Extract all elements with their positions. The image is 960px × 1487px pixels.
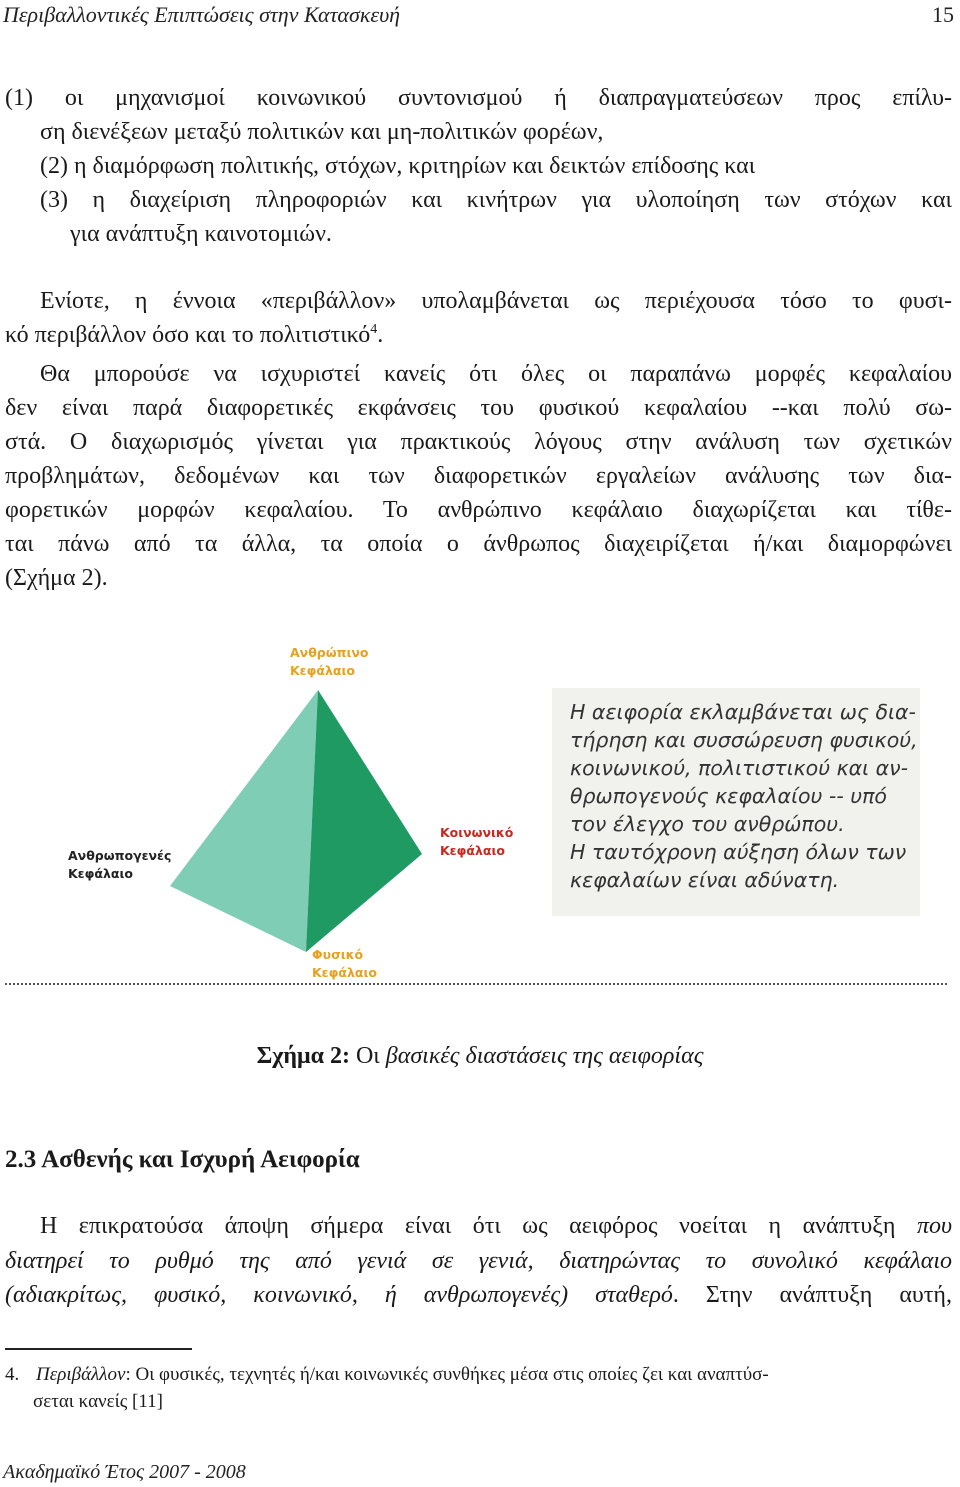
figure-divider <box>5 983 947 985</box>
paragraph-2-line-7: (Σχήμα 2). <box>5 565 108 591</box>
list-line-3: (2) η διαμόρφωση πολιτικής, στόχων, κριτηρίων και δεικτών επίδοσης και <box>40 153 756 179</box>
footnote-rule <box>5 1348 192 1350</box>
footnote-ref: 4 <box>370 322 378 337</box>
pyramid-left-face <box>170 690 318 952</box>
paragraph-2-line-1: Θα μπορούσε να ισχυριστεί κανείς ότι όλες οι παραπάνω μορφές κεφαλαίου <box>40 361 952 387</box>
paragraph-2-line-2: δεν είναι παρά διαφορετικές εκφάνσεις του φυσικού κεφαλαίου --και πολύ σω- <box>5 395 952 421</box>
paragraph-1-text: κό περιβάλλον όσο και το πολιτιστικό <box>5 322 371 348</box>
list-line-4: (3) η διαχείριση πληροφοριών και κινήτρων για υλοποίηση των στόχων και <box>40 187 952 213</box>
section-line-2: διατηρεί το ρυθμό της από γενιά σε γενιά, διατηρώντας το συνολικό κεφάλαιο <box>5 1248 952 1274</box>
label-human-capital: Ανθρώπινο Κεφάλαιο <box>290 645 369 678</box>
paragraph-2-line-3: στά. Ο διαχωρισμός γίνεται για πρακτικούς λόγους στην ανάλυση των σχετικών <box>5 429 952 455</box>
footnote-line-2: σεται κανείς [11] <box>33 1391 163 1412</box>
section-heading: 2.3 Ασθενής και Ισχυρή Αειφορία <box>5 1146 360 1173</box>
paragraph-2-line-4: προβλημάτων, δεδομένων και των διαφορετικών εργαλείων ανάλυσης των δια- <box>5 463 952 489</box>
page-footer: Ακαδημαϊκό Έτος 2007 - 2008 <box>3 1461 246 1483</box>
label-natural-capital: Φυσικό Κεφάλαιο <box>312 947 377 980</box>
section-line-3: (αδιακρίτως, φυσικό, κοινωνικό, ή ανθρωπογενές) σταθερό. Στην ανάπτυξη αυτή, <box>5 1282 952 1308</box>
paragraph-2-line-5: φορετικών μορφών κεφαλαίου. Το ανθρώπινο κεφάλαιο διαχωρίζεται και τίθε- <box>5 497 952 523</box>
list-line-5: για ανάπτυξη καινοτομιών. <box>70 221 332 247</box>
definition-line-2: τήρηση και συσσώρευση φυσικού, <box>570 728 918 752</box>
definition-line-7: κεφαλαίων είναι αδύνατη. <box>570 868 840 892</box>
definition-line-3: κοινωνικού, πολιτιστικού και αν- <box>570 756 908 780</box>
definition-box <box>552 688 920 916</box>
definition-line-1: Η αειφορία εκλαμβάνεται ως δια- <box>570 700 916 724</box>
list-line-1: (1) οι μηχανισμοί κοινωνικού συντονισμού ή διαπραγματεύσεων προς επίλυ- <box>5 85 952 111</box>
footnote-term: Περιβάλλον <box>36 1364 126 1385</box>
paragraph-2-line-6: ται πάνω από τα άλλα, τα οποία ο άνθρωπος διαχειρίζεται ή/και διαμορφώνει <box>5 531 952 557</box>
footnote-line-1: 4. Περιβάλλον: Οι φυσικές, τεχνητές ή/και κοινωνικές συνθήκες μέσα στις οποίες ζει και αναπτύσ- <box>5 1364 769 1385</box>
label-social-capital: Κοινωνικό Κεφάλαιο <box>440 825 514 858</box>
paragraph-1-end: . <box>377 322 384 348</box>
label-anthropogenic-capital: Ανθρωπογενές Κεφάλαιο <box>68 848 172 881</box>
figure-caption: Σχήμα 2: Οι βασικές διαστάσεις της αειφορίας <box>256 1043 704 1069</box>
definition-line-6: Η ταυτόχρονη αύξηση όλων των <box>570 840 907 864</box>
pyramid-right-face <box>306 690 422 952</box>
definition-line-5: τον έλεγχο του ανθρώπου. <box>570 812 845 836</box>
running-header: Περιβαλλοντικές Επιπτώσεις στην Κατασκευή <box>3 2 401 27</box>
section-line-1: Η επικρατούσα άποψη σήμερα είναι ότι ως αειφόρος νοείται η ανάπτυξη που <box>40 1213 952 1239</box>
page-number: 15 <box>932 2 954 27</box>
list-line-2: ση διενέξεων μεταξύ πολιτικών και μη-πολιτικών φορέων, <box>40 119 604 145</box>
pyramid-diagram <box>0 630 550 990</box>
paragraph-1-line-1: Ενίοτε, η έννοια «περιβάλλον» υπολαμβάνεται ως περιέχουσα τόσο το φυσι- <box>40 288 952 314</box>
paragraph-1-line-2 <box>5 323 383 347</box>
definition-line-4: θρωπογενούς κεφαλαίου -- υπό <box>570 784 887 808</box>
